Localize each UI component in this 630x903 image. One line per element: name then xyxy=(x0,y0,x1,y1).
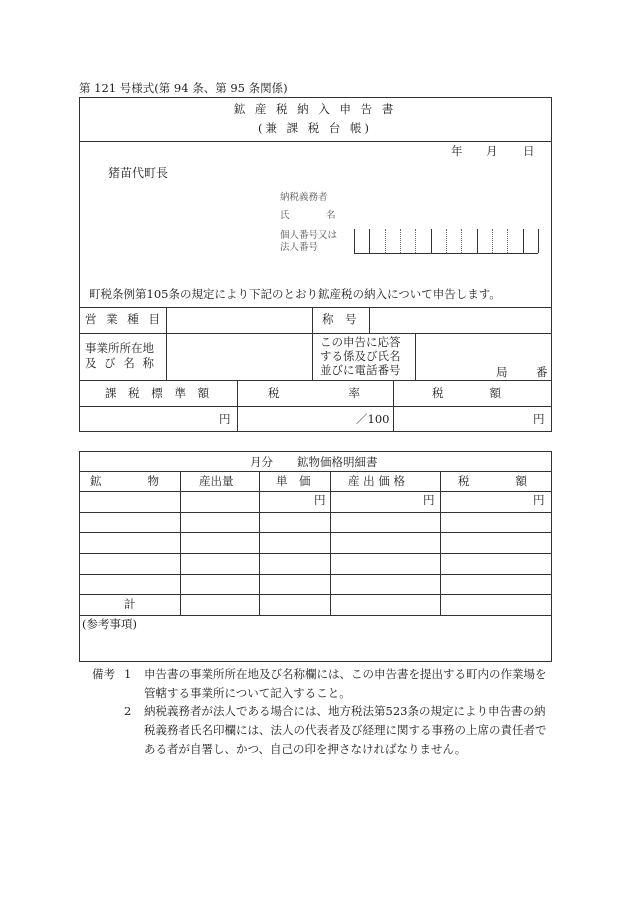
number-label: 番 xyxy=(536,365,548,379)
office-label-line2: 及 び 名 称 xyxy=(85,356,156,370)
taxpayer-label: 納税義務者 xyxy=(280,192,328,203)
reference-field[interactable] xyxy=(80,632,551,661)
note-2-number: 2 xyxy=(124,704,132,718)
business-type-field[interactable] xyxy=(167,308,312,333)
contact-label-line3: 並びに電話番号 xyxy=(320,363,401,377)
note-1-number: 1 xyxy=(124,667,132,681)
tax-amount-label: 税 額 xyxy=(432,386,501,400)
name-label-1: 氏 xyxy=(280,210,290,221)
tax-amount-field[interactable] xyxy=(394,407,551,431)
contact-label-line1: この申告に応答 xyxy=(320,335,401,349)
tax-base-yen: 円 xyxy=(219,412,231,426)
mineral-rows[interactable] xyxy=(80,492,551,614)
name-label-2: 名 xyxy=(326,210,336,221)
tax-yen: 円 xyxy=(533,493,545,507)
trade-name-label: 称 号 xyxy=(322,312,357,326)
tax-base-field[interactable] xyxy=(80,407,237,431)
id-number-boxes[interactable] xyxy=(354,229,538,253)
date-month: 月 xyxy=(486,144,498,158)
tax-base-label: 課 税 標 準 額 xyxy=(105,386,214,400)
office-field[interactable] xyxy=(167,334,312,380)
form-subtitle: (兼 課 税 台 帳) xyxy=(257,121,373,135)
note-2-line2: 税義務者氏名印欄には、法人の代表者及び経理に関する事務の上席の責任者で xyxy=(144,723,547,737)
table-title-month: 月分 xyxy=(250,455,273,469)
bureau-label: 局 xyxy=(496,365,508,379)
col-unit-price: 単 価 xyxy=(276,474,311,488)
note-1-line1: 申告書の事業所所在地及び名称欄には、この申告書を提出する町内の作業場を xyxy=(144,667,547,681)
table-title: 鉱物価格明細書 xyxy=(297,455,378,469)
form-number: 第 121 号様式(第 94 条、第 95 条関係) xyxy=(79,81,288,95)
id-label-line2: 法人番号 xyxy=(280,242,319,253)
declaration-text: 町税条例第105条の規定により下記のとおり鉱産税の納入について申告します。 xyxy=(89,287,501,301)
col-output: 産出量 xyxy=(199,474,234,488)
unit-price-yen: 円 xyxy=(314,493,326,507)
total-label: 計 xyxy=(124,597,136,611)
contact-field[interactable] xyxy=(416,334,551,380)
col-output-value: 産 出 価 格 xyxy=(348,474,405,488)
note-2-line3: ある者が自署し、かつ、自己の印を押さなければなりません。 xyxy=(144,742,467,756)
note-2-line1: 納税義務者が法人である場合には、地方税法第523条の規定により申告書の納 xyxy=(144,704,546,718)
declaration-form xyxy=(79,97,552,432)
note-1-line2: 管轄する事業所について記入すること。 xyxy=(144,686,351,700)
col-tax-amount: 税 額 xyxy=(458,474,527,488)
business-type-label: 営 業 種 目 xyxy=(85,312,163,326)
trade-name-field[interactable] xyxy=(370,308,551,333)
date-year: 年 xyxy=(451,144,463,158)
date-day: 日 xyxy=(523,144,535,158)
contact-label-line2: する係及び氏名 xyxy=(320,349,401,363)
tax-amount-yen: 円 xyxy=(533,412,545,426)
id-label-line1: 個人番号又は xyxy=(280,230,338,241)
tax-rate-unit: ／100 xyxy=(356,412,390,426)
reference-label: (参考事項) xyxy=(82,617,137,631)
notes-label: 備考 xyxy=(92,667,115,681)
addressee: 猪苗代町長 xyxy=(108,166,169,180)
col-mineral: 鉱 物 xyxy=(90,474,159,488)
output-value-yen: 円 xyxy=(423,493,435,507)
office-label-line1: 事業所所在地 xyxy=(85,341,154,355)
tax-rate-label: 税 率 xyxy=(268,386,360,400)
form-title: 鉱 産 税 納 入 申 告 書 xyxy=(233,102,397,116)
